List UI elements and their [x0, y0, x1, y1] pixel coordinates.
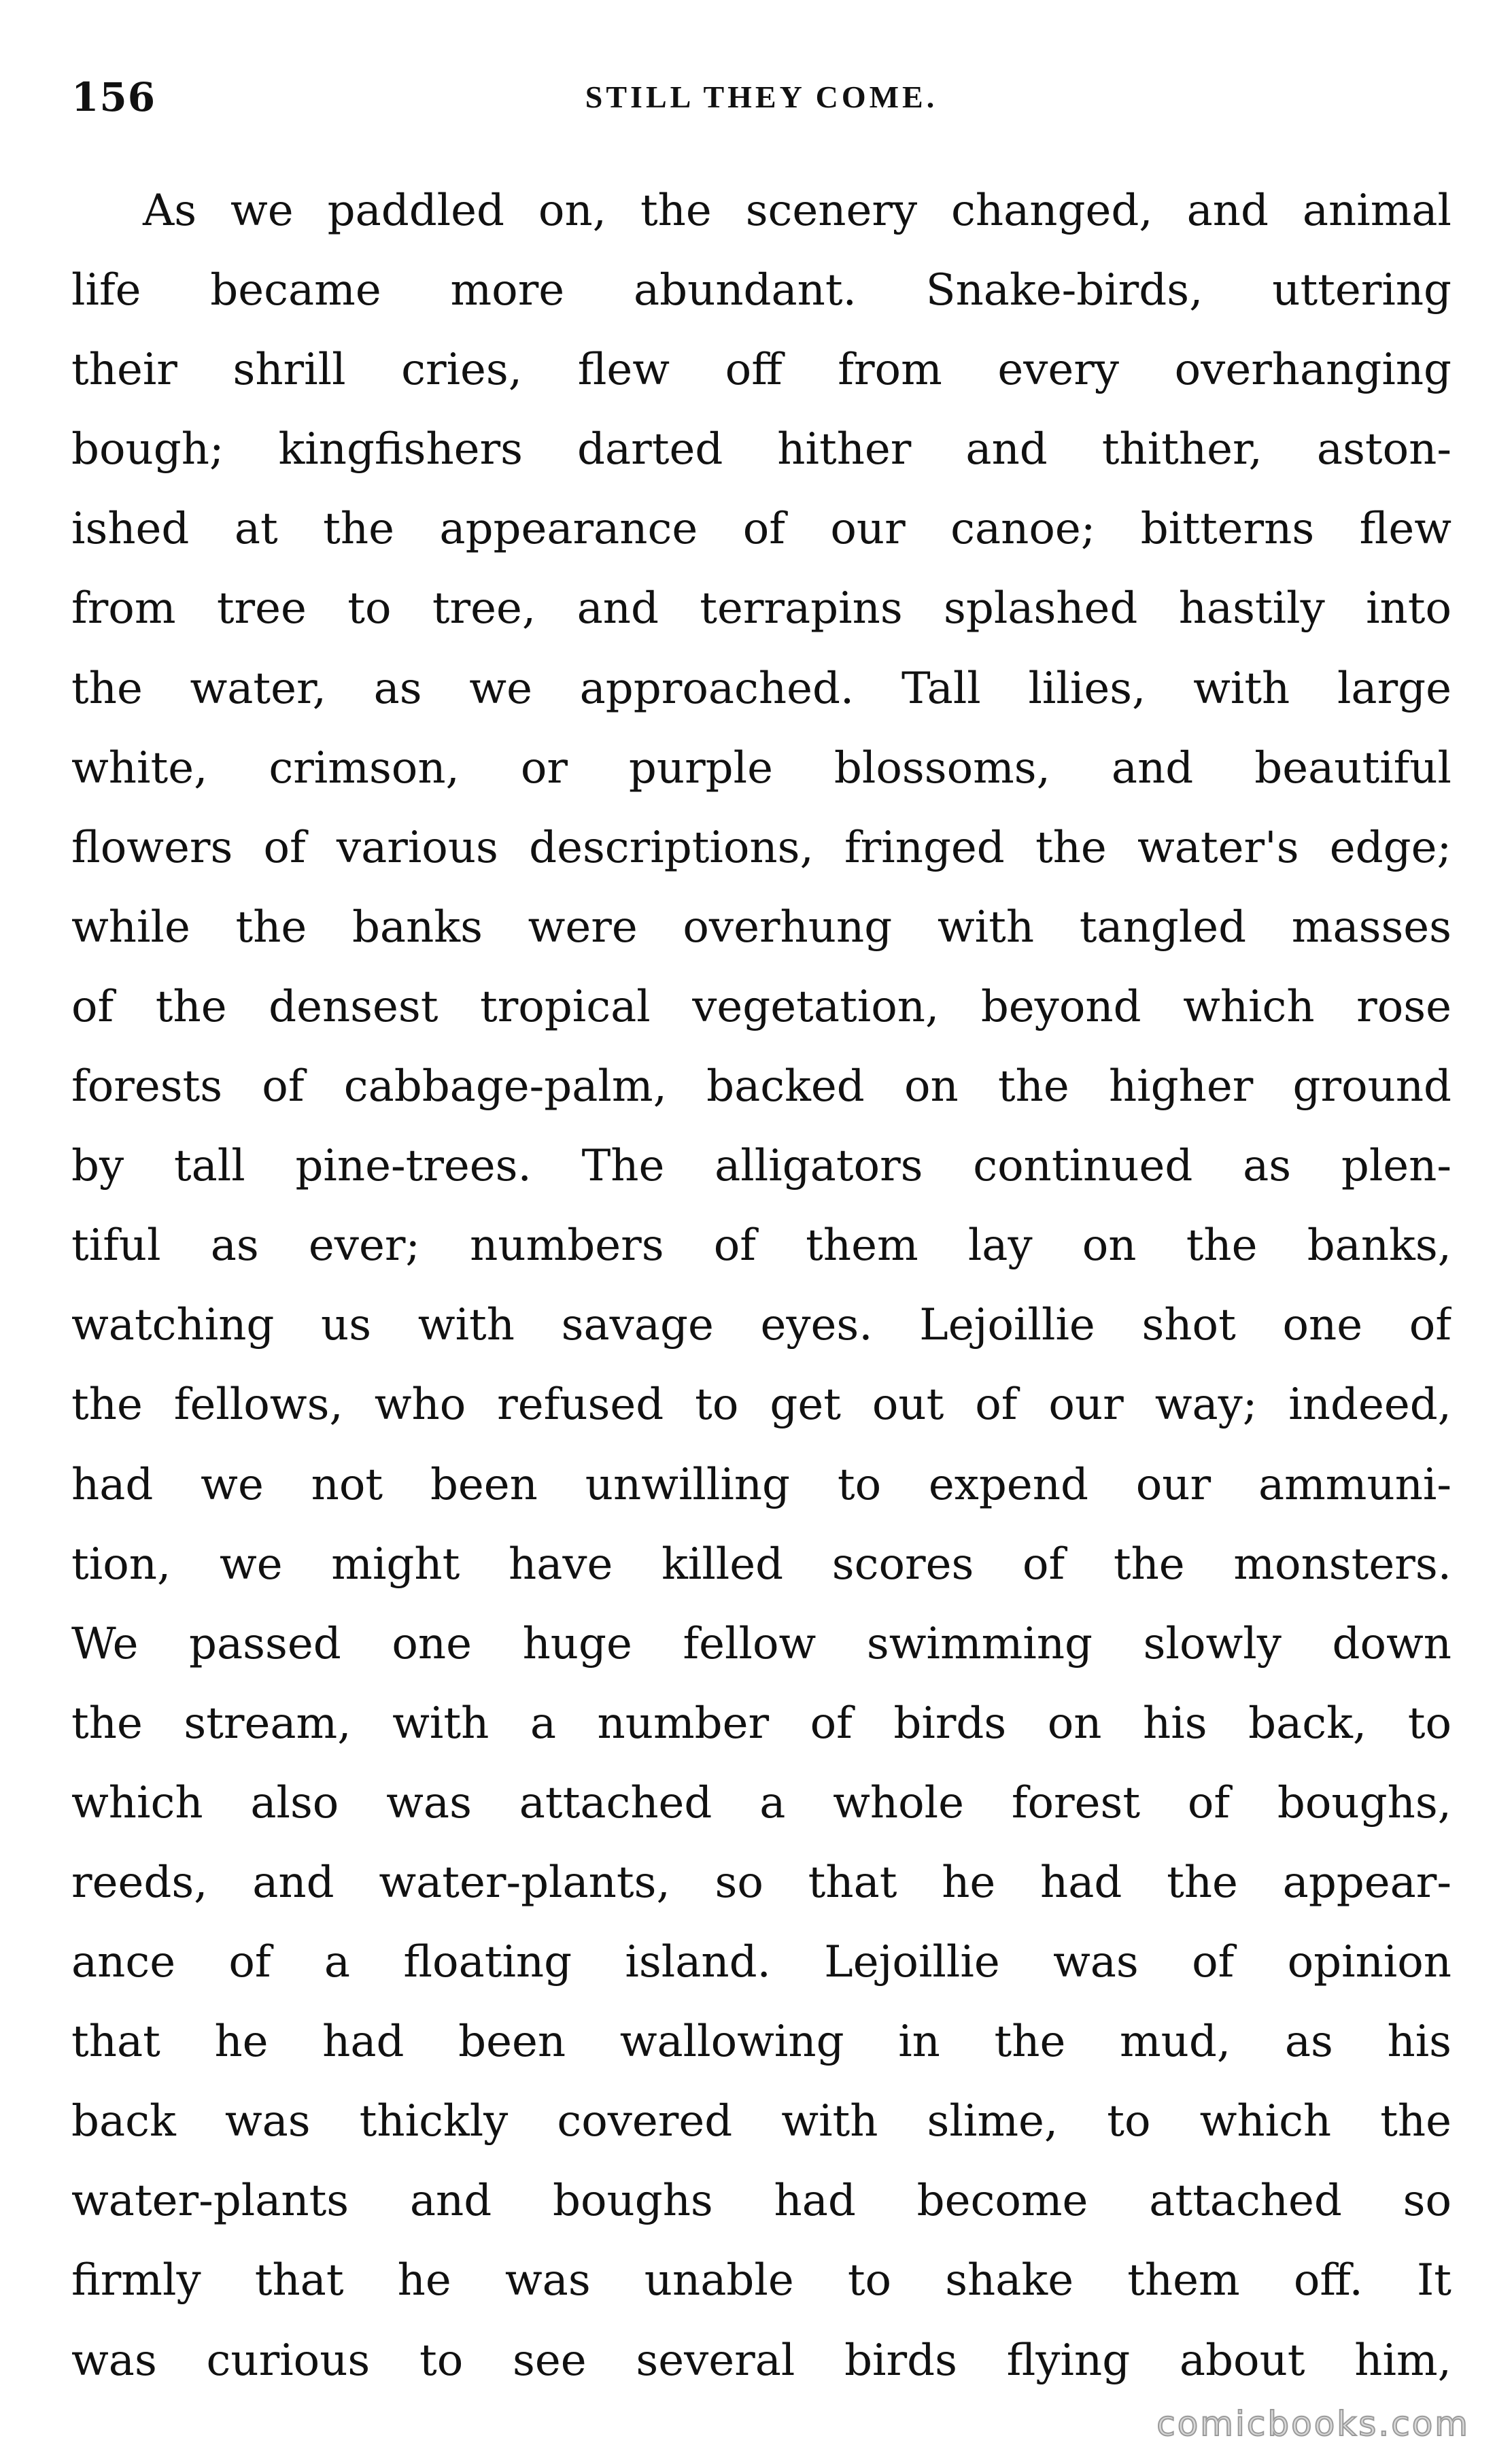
text-line: the water, as we approached. Tall lilies, with large	[71, 663, 1451, 714]
page-number: 156	[71, 74, 156, 120]
text-line: tiful as ever; numbers of them lay on the banks,	[71, 1220, 1451, 1271]
text-line: ance of a floating island. Lejoillie was of opinion	[71, 1937, 1451, 1988]
text-line: watching us with savage eyes. Lejoillie shot one of	[71, 1300, 1451, 1351]
text-line: of the densest tropical vegetation, beyond which rose	[71, 981, 1451, 1032]
text-line: reeds, and water-plants, so that he had the appear-	[71, 1857, 1451, 1908]
text-line: white, crimson, or purple blossoms, and beautiful	[71, 742, 1451, 793]
body-text	[71, 171, 1451, 2401]
text-line: firmly that he was unable to shake them off. It	[71, 2255, 1451, 2306]
text-line: water-plants and boughs had become attached so	[71, 2176, 1451, 2227]
text-line: forests of cabbage-palm, backed on the higher ground	[71, 1061, 1451, 1112]
site-watermark: comicbooks.com	[1156, 2404, 1470, 2444]
text-line: ished at the appearance of our canoe; bitterns flew	[71, 504, 1451, 555]
text-line: had we not been unwilling to expend our ammuni-	[71, 1459, 1451, 1510]
text-line: the fellows, who refused to get out of our way; indeed,	[71, 1380, 1451, 1431]
text-line: by tall pine-trees. The alligators continued as plen-	[71, 1141, 1451, 1192]
text-line: which also was attached a whole forest of boughs,	[71, 1777, 1451, 1828]
text-line: We passed one huge fellow swimming slowly down	[71, 1618, 1451, 1669]
text-line: bough; kingfishers darted hither and thither, aston-	[71, 424, 1451, 475]
text-line: tion, we might have killed scores of the monsters.	[71, 1539, 1451, 1590]
running-title: STILL THEY COME.	[585, 80, 938, 114]
text-line: their shrill cries, flew off from every overhanging	[71, 345, 1451, 396]
text-line: life became more abundant. Snake-birds, uttering	[71, 265, 1451, 316]
text-line: was curious to see several birds flying about him,	[71, 2335, 1451, 2386]
text-line: back was thickly covered with slime, to which the	[71, 2096, 1451, 2147]
running-head	[71, 67, 1451, 128]
text-line: the stream, with a number of birds on his back, to	[71, 1698, 1451, 1749]
text-line: from tree to tree, and terrapins splashed hastily into	[71, 583, 1451, 634]
text-line: while the banks were overhung with tangled masses	[71, 902, 1451, 953]
text-line: that he had been wallowing in the mud, as his	[71, 2017, 1451, 2068]
text-line: flowers of various descriptions, fringed the water's edge;	[71, 822, 1451, 873]
text-line: As we paddled on, the scenery changed, and animal	[143, 186, 1451, 236]
